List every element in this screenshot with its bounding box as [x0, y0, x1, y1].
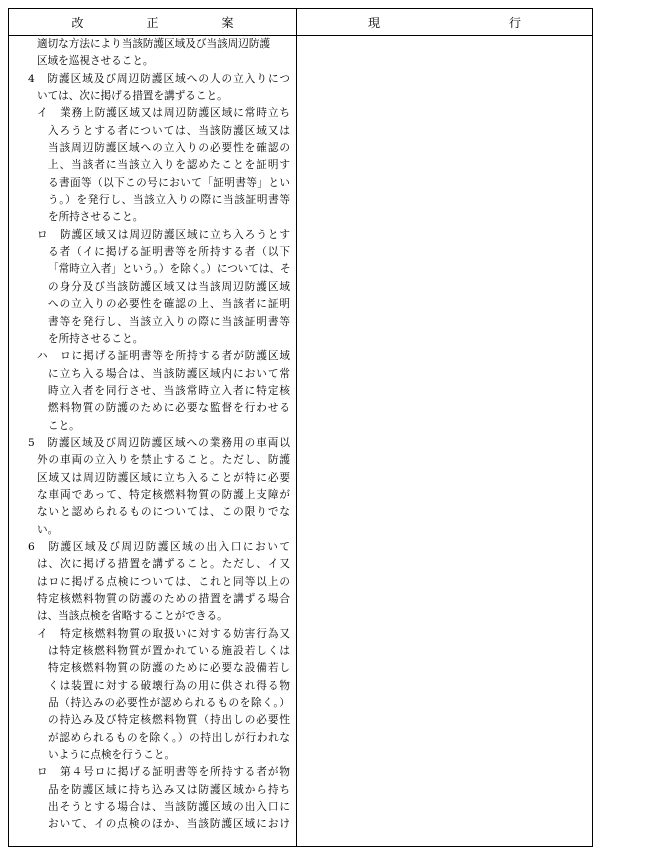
text-line: 燃料物質の防護のために必要な監督を行わせる	[48, 402, 290, 415]
text-line: 外の車両の立入りを禁止すること。ただし、防護	[37, 454, 290, 467]
proposed-column-title: 改正案	[71, 16, 297, 30]
text-line: イ 特定核燃料物質の取扱いに対する妨害行為又	[37, 627, 290, 640]
text-line: はロに掲げる点検については、これと同等以上の	[37, 575, 290, 588]
current-column-title: 現行	[367, 16, 650, 30]
text-line: な車両であって、特定核燃料物質の防護上支障が	[37, 488, 290, 501]
text-line: 4 防護区域及び周辺防護区域への人の立入りにつ	[28, 72, 290, 85]
text-line: いように点検を行うこと。	[48, 749, 176, 762]
text-line: イ 業務上防護区域又は周辺防護区域に常時立ち	[37, 107, 290, 120]
current-column-header	[297, 9, 650, 35]
text-line: おいて、イの点検のほか、当該防護区域におけ	[48, 818, 290, 831]
text-line: 品を防護区域に持ち込み又は防護区域から持ち	[48, 783, 290, 796]
text-line: ハ ロに掲げる証明書等を所持する者が防護区域	[37, 350, 290, 363]
paragraph-6	[9, 539, 290, 834]
text-line: 区域又は周辺防護区域に立ち入ることが特に必要	[37, 471, 290, 484]
text-line: 「常時立入者」という。）を除く。）については、そ	[48, 263, 290, 276]
text-line: くは装置に対する破壊行為の用に供され得る物	[48, 679, 290, 692]
text-line: の持込み及び特定核燃料物質（持出しの必要性	[48, 714, 290, 727]
current-column	[297, 36, 592, 846]
text-line: ロ 第４号ロに掲げる証明書等を所持する者が物	[37, 766, 290, 779]
paragraph-4	[9, 71, 290, 435]
item-6-ro	[9, 764, 290, 833]
text-line: 上、当該者に当該立入りを認めたことを証明す	[48, 159, 290, 172]
text-line: こと。	[48, 419, 80, 432]
text-line: は、当該点検を省略することができる。	[37, 610, 228, 623]
text-line: を所持させること。	[48, 332, 144, 345]
paragraph-continued	[9, 36, 290, 71]
text-line: は特定核燃料物質が置かれている施設若しくは	[48, 645, 290, 658]
text-line: を所持させること。	[48, 211, 144, 224]
text-line: ロ 防護区域又は周辺防護区域に立ち入ろうとす	[37, 228, 290, 241]
text-line: 特定核燃料物質の防護のための措置を講ずる場合	[37, 593, 290, 605]
text-line: 当該周辺防護区域への立入りの必要性を確認の	[48, 142, 290, 155]
item-4-ha	[9, 348, 290, 435]
text-line: いては、次に掲げる措置を講ずること。	[37, 90, 228, 103]
text-line: への立入りの必要性を確認の上、当該者に証明	[48, 298, 290, 311]
text-line: 時立入者を同行させ、当該常時立入者に特定核	[48, 384, 290, 397]
text-line: は、次に掲げる措置を講ずること。ただし、イ又	[37, 558, 290, 571]
text-line: 書等を発行し、当該立入りの際に当該証明書等	[48, 315, 290, 328]
text-line: い。	[37, 523, 59, 536]
item-4-i	[9, 105, 290, 226]
paragraph-5	[9, 435, 290, 539]
item-6-i	[9, 626, 290, 765]
text-line: 6 防護区域及び周辺防護区域の出入口において	[28, 540, 290, 553]
text-line: ないと認められるものについては、この限りでな	[37, 506, 290, 519]
text-line: の身分及び当該防護区域又は当該周辺防護区域	[48, 280, 290, 293]
proposed-column	[9, 36, 297, 846]
text-line: 5 防護区域及び周辺防護区域への業務用の車両以	[28, 436, 290, 449]
text-line: が認められるものを除く。）の持出しが行われな	[48, 731, 290, 744]
comparison-table	[8, 8, 650, 847]
item-4-ro	[9, 227, 290, 348]
text-line: 出そうとする場合は、当該防護区域の出入口に	[48, 801, 290, 814]
text-line: に立ち入る場合は、当該防護区域内において常	[48, 367, 290, 380]
table-body-row	[9, 36, 592, 846]
proposed-column-header	[9, 9, 297, 35]
table-header-row	[9, 9, 650, 36]
text-line: 区域を巡視させること。	[37, 55, 154, 68]
text-line: 適切な方法により当該防護区域及び当該周辺防護	[37, 38, 271, 50]
text-line: 品（持込みの必要性が認められるものを除く。）	[48, 697, 290, 710]
text-line: 入ろうとする者については、当該防護区域又は	[48, 124, 290, 137]
text-line: る書面等（以下この号において「証明書等」とい	[48, 176, 290, 189]
text-line: 特定核燃料物質の防護のために必要な設備若し	[48, 662, 290, 675]
text-line: る者（イに掲げる証明書等を所持する者（以下	[48, 246, 290, 259]
text-line: う。）を発行し、当該立入りの際に当該証明書等	[48, 194, 290, 207]
